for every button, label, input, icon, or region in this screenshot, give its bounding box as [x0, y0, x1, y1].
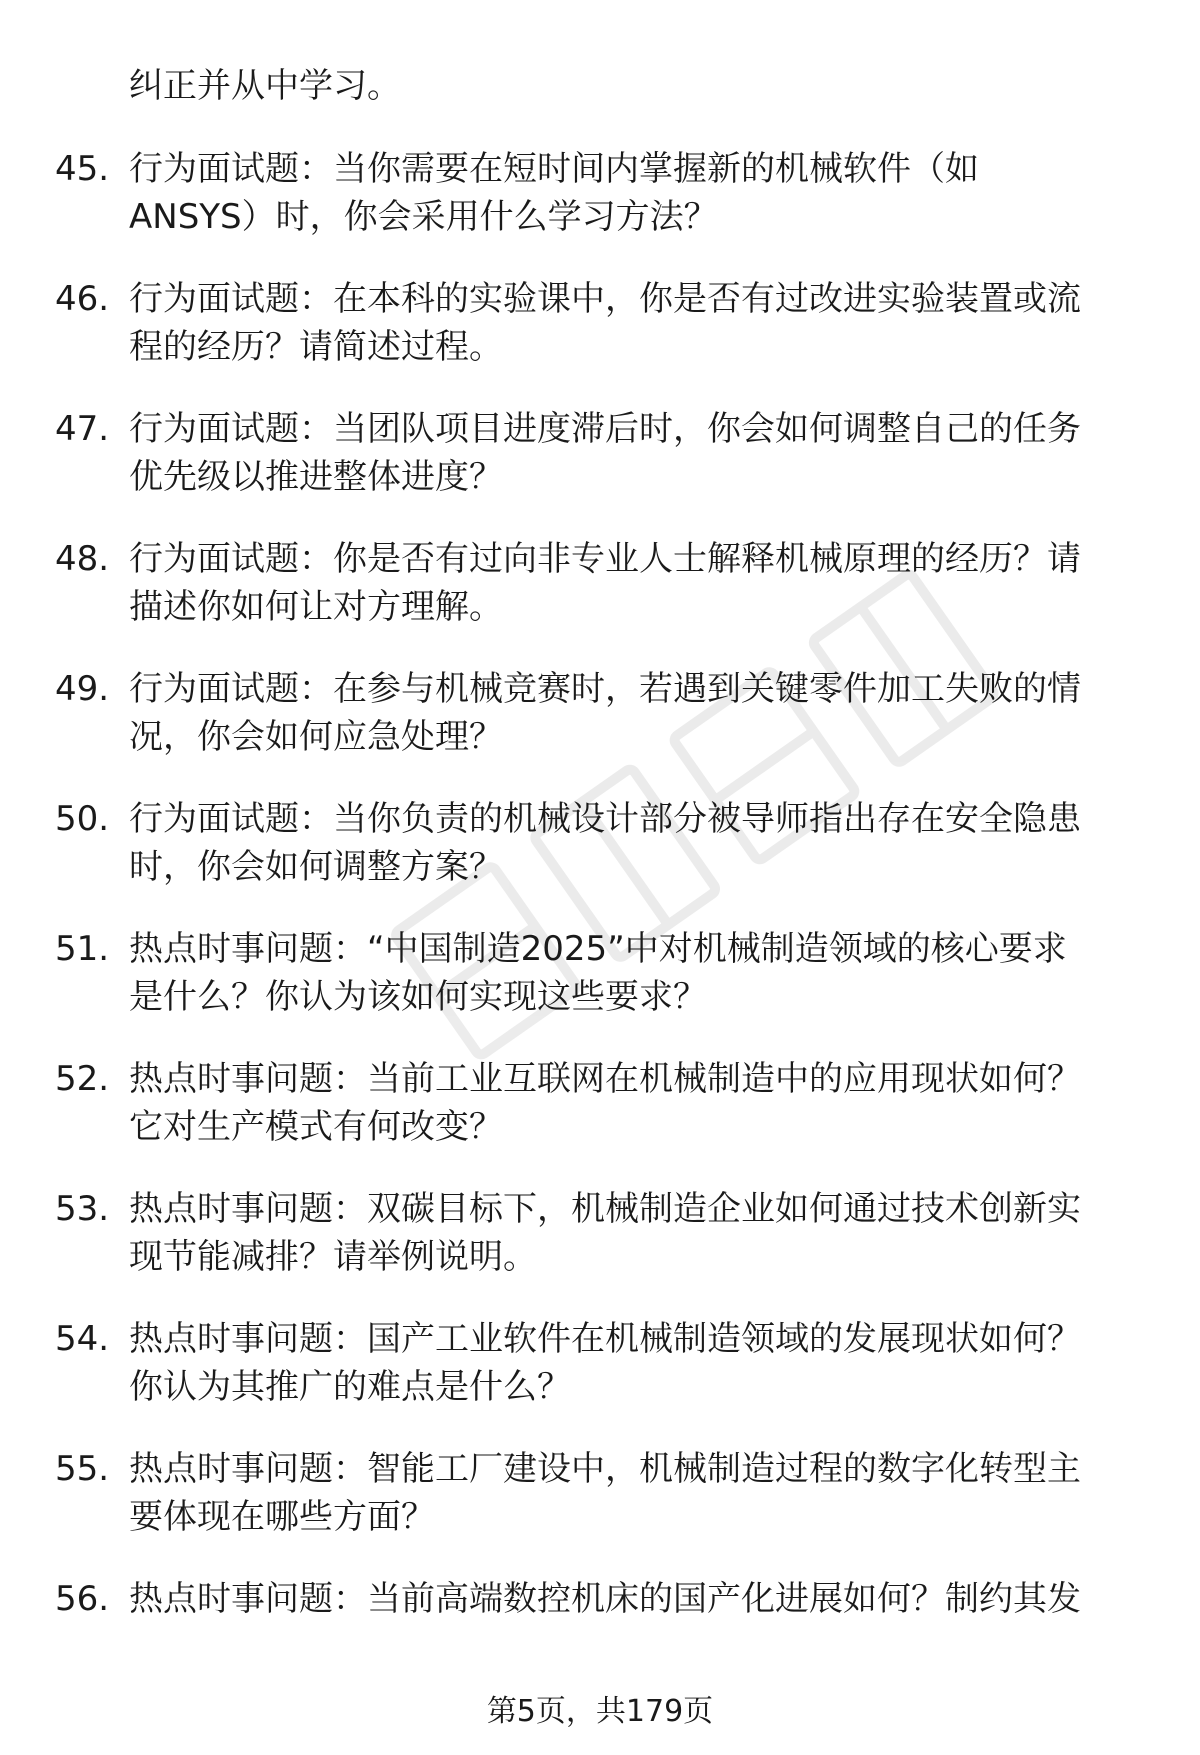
- question-number: 52.: [55, 1059, 110, 1099]
- question-number: 55.: [55, 1449, 110, 1489]
- question-line: 行为面试题：你是否有过向非专业人士解释机械原理的经历？请: [129, 539, 1081, 579]
- question-item: [0, 405, 1200, 535]
- question-line: 行为面试题：在参与机械竞赛时，若遇到关键零件加工失败的情: [129, 669, 1081, 709]
- question-text: [129, 795, 1159, 891]
- question-line: 热点时事问题：双碳目标下，机械制造企业如何通过技术创新实: [129, 1189, 1081, 1229]
- question-line: 况，你会如何应急处理？: [129, 717, 503, 757]
- question-line: 热点时事问题：当前高端数控机床的国产化进展如何？制约其发: [129, 1579, 1081, 1619]
- question-item: [0, 1185, 1200, 1315]
- question-item: [0, 1055, 1200, 1185]
- question-line: 行为面试题：当团队项目进度滞后时，你会如何调整自己的任务: [129, 409, 1081, 449]
- question-line: 时，你会如何调整方案？: [129, 847, 503, 887]
- question-line: 现节能减排？请举例说明。: [129, 1237, 537, 1277]
- continuation-text: 纠正并从中学习。: [129, 66, 401, 106]
- question-item: [0, 145, 1200, 275]
- question-text: [129, 1315, 1159, 1411]
- question-text: [129, 1445, 1159, 1541]
- question-text: [129, 665, 1159, 761]
- question-item: [0, 925, 1200, 1055]
- question-line: 热点时事问题：智能工厂建设中，机械制造过程的数字化转型主: [129, 1449, 1081, 1489]
- question-line: 它对生产模式有何改变？: [129, 1107, 503, 1147]
- question-text: [129, 1575, 1159, 1623]
- question-item: [0, 1315, 1200, 1445]
- question-item: [0, 795, 1200, 925]
- question-text: [129, 275, 1159, 371]
- question-number: 48.: [55, 539, 110, 579]
- question-item: [0, 1445, 1200, 1575]
- question-text: [129, 145, 1159, 241]
- question-number: 47.: [55, 409, 110, 449]
- question-item: [0, 665, 1200, 795]
- question-item: [0, 1575, 1200, 1705]
- question-line: ANSYS）时，你会采用什么学习方法？: [129, 197, 718, 237]
- question-text: [129, 1185, 1159, 1281]
- question-number: 56.: [55, 1579, 110, 1619]
- question-text: [129, 535, 1159, 631]
- question-list: [0, 145, 1200, 1705]
- question-line: 描述你如何让对方理解。: [129, 587, 503, 627]
- question-number: 54.: [55, 1319, 110, 1359]
- question-text: [129, 925, 1159, 1021]
- question-text: [129, 405, 1159, 501]
- question-number: 46.: [55, 279, 110, 319]
- question-line: 热点时事问题：“中国制造2025”中对机械制造领域的核心要求: [129, 929, 1067, 969]
- question-line: 行为面试题：在本科的实验课中，你是否有过改进实验装置或流: [129, 279, 1081, 319]
- question-item: [0, 535, 1200, 665]
- question-number: 50.: [55, 799, 110, 839]
- question-number: 49.: [55, 669, 110, 709]
- question-line: 行为面试题：当你负责的机械设计部分被导师指出存在安全隐患: [129, 799, 1081, 839]
- question-line: 行为面试题：当你需要在短时间内掌握新的机械软件（如: [129, 149, 979, 189]
- question-line: 程的经历？请简述过程。: [129, 327, 503, 367]
- question-line: 你认为其推广的难点是什么？: [129, 1367, 571, 1407]
- question-item: [0, 275, 1200, 405]
- question-line: 要体现在哪些方面？: [129, 1497, 435, 1537]
- question-line: 热点时事问题：国产工业软件在机械制造领域的发展现状如何？: [129, 1319, 1081, 1359]
- question-line: 是什么？你认为该如何实现这些要求？: [129, 977, 707, 1017]
- page-footer: 第5页，共179页: [486, 1694, 714, 1729]
- question-number: 53.: [55, 1189, 110, 1229]
- question-line: 热点时事问题：当前工业互联网在机械制造中的应用现状如何？: [129, 1059, 1081, 1099]
- question-line: 优先级以推进整体进度？: [129, 457, 503, 497]
- question-text: [129, 1055, 1159, 1151]
- question-number: 45.: [55, 149, 110, 189]
- question-number: 51.: [55, 929, 110, 969]
